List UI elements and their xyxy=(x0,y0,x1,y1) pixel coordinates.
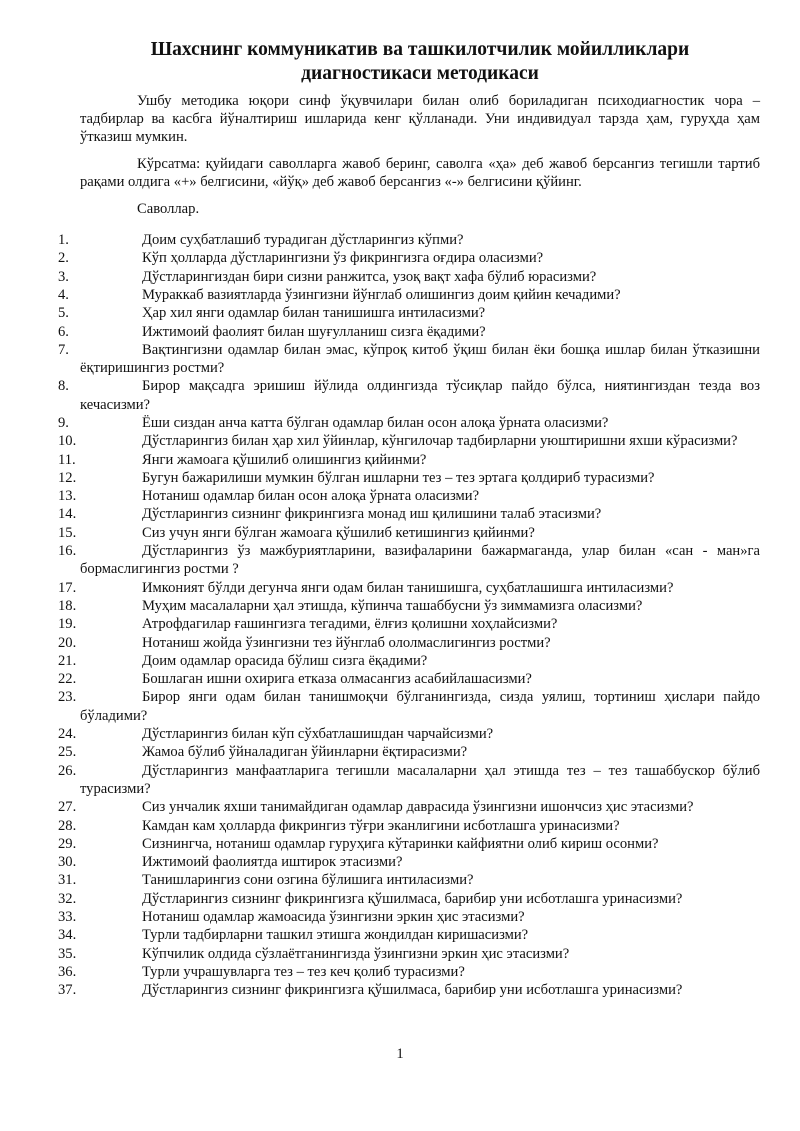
question-text: Дўстларингиз билан кўп сўхбатлашишдан чарчайсизми? xyxy=(142,726,494,743)
question-item xyxy=(58,268,760,286)
questions-heading: Саволлар. xyxy=(137,201,200,218)
question-number: 1. xyxy=(58,232,69,249)
question-item xyxy=(58,469,760,487)
question-number: 24. xyxy=(58,726,77,743)
intro-paragraph: Ушбу методика юқори синф ўқувчилари билан олиб бориладиган психодиагностик чора – тадбирлар ва касбга йўналтириш ишларида кенг қўлланади. Уни индивидуал тарзда ҳам, гуруҳда ҳам ўтказиш мумкин. xyxy=(80,93,760,146)
question-item xyxy=(58,963,760,981)
question-text: Нотаниш одамлар билан осон алоқа ўрната оласизми? xyxy=(142,488,480,505)
question-item xyxy=(58,981,760,999)
question-item xyxy=(58,634,760,652)
question-number: 16. xyxy=(58,543,77,560)
question-item xyxy=(58,615,760,633)
question-item xyxy=(58,890,760,908)
question-number: 25. xyxy=(58,744,77,761)
question-item xyxy=(58,762,760,799)
question-text: Дўстларингиздан бири сизни ранжитса, узоқ вақт хафа бўлиб юрасизми? xyxy=(142,268,597,285)
question-number: 35. xyxy=(58,945,77,962)
question-number: 21. xyxy=(58,652,77,669)
question-item xyxy=(58,304,760,322)
question-number: 10. xyxy=(58,433,77,450)
question-text: Сиз унчалик яхши танимайдиган одамлар даврасида ўзингизни ишончсиз ҳис этасизми? xyxy=(142,799,694,816)
question-number: 31. xyxy=(58,872,77,889)
question-item xyxy=(58,524,760,542)
question-item xyxy=(58,817,760,835)
question-item xyxy=(58,323,760,341)
question-number: 5. xyxy=(58,305,69,322)
question-text: Кўп ҳолларда дўстларингизни ўз фикрингизга оғдира оласизми? xyxy=(142,250,544,267)
question-number: 14. xyxy=(58,506,77,523)
question-item xyxy=(58,414,760,432)
instruction-paragraph: Кўрсатма: қуйидаги саволларга жавоб беринг, саволга «ҳа» деб жавоб берсангиз тегишли тартиб рақами олдига «+» белгисини, «йўқ» деб жавоб берсангиз «-» белгисини қўйинг. xyxy=(80,155,760,190)
question-item xyxy=(58,487,760,505)
question-item xyxy=(58,341,760,378)
question-text: Бирор мақсадга эришиш йўлида олдингизда тўсиқлар пайдо бўлса, ниятингиздан тезда воз кечасизми? xyxy=(80,378,760,413)
question-number: 13. xyxy=(58,488,77,505)
question-item xyxy=(58,231,760,249)
question-text: Нотаниш жойда ўзингизни тез йўнглаб ололмаслигингиз ростми? xyxy=(142,634,551,651)
question-text: Сиз учун янги бўлган жамоага қўшилиб кетишингиз қийинми? xyxy=(142,524,535,541)
question-number: 36. xyxy=(58,963,77,980)
question-number: 34. xyxy=(58,927,77,944)
question-text: Бугун бажарилиши мумкин бўлган ишларни тез – тез эртага қолдириб турасизми? xyxy=(142,469,655,486)
question-number: 37. xyxy=(58,982,77,999)
question-item xyxy=(58,945,760,963)
question-text: Ҳар хил янги одамлар билан танишишга интиласизми? xyxy=(142,305,486,322)
question-text: Нотаниш одамлар жамоасида ўзингизни эркин ҳис этасизми? xyxy=(142,909,525,925)
question-item xyxy=(58,835,760,853)
question-item xyxy=(58,908,760,926)
question-item xyxy=(58,286,760,304)
question-number: 26. xyxy=(58,762,77,779)
question-text: Вақтингизни одамлар билан эмас, кўпроқ китоб ўқиш билан ёки бошқа ишлар билан ўтказишни ёқтиришингиз ростми? xyxy=(80,341,760,377)
question-number: 12. xyxy=(58,469,77,486)
question-text: Кўпчилик олдида сўзлаётганингизда ўзингизни эркин ҳис этасизми? xyxy=(142,945,570,962)
question-number: 22. xyxy=(58,671,77,688)
question-item xyxy=(58,542,760,579)
question-text: Дўстларингиз сизнинг фикрингизга қўшилмаса, барибир уни исботлашга уринасизми? xyxy=(142,890,683,907)
title-line-2: диагностикаси методикаси xyxy=(301,63,539,84)
question-number: 8. xyxy=(58,378,69,395)
question-number: 18. xyxy=(58,597,77,614)
question-number: 29. xyxy=(58,835,77,852)
question-item xyxy=(58,377,760,414)
question-item xyxy=(58,725,760,743)
page-number: 1 xyxy=(396,1046,404,1062)
question-text: Дўстларингиз билан ҳар хил ўйинлар, кўнгилочар тадбирларни уюштиришни яхши кўрасизми? xyxy=(142,433,738,450)
question-item xyxy=(58,871,760,889)
question-text: Атрофдагилар ғашингизга тегадими, ёлғиз қолишни хоҳлайсизми? xyxy=(142,616,558,633)
question-number: 2. xyxy=(58,250,69,267)
question-text: Доим суҳбатлашиб турадиган дўстларингиз кўпми? xyxy=(142,232,464,249)
question-item xyxy=(58,670,760,688)
question-text: Танишларингиз сони озгина бўлишига интиласизми? xyxy=(142,872,474,889)
question-number: 3. xyxy=(58,268,69,285)
question-number: 11. xyxy=(58,451,76,468)
question-number: 28. xyxy=(58,817,77,834)
question-number: 23. xyxy=(58,689,77,706)
question-text: Жамоа бўлиб ўйналадиган ўйинларни ёқтирасизми? xyxy=(142,744,468,761)
question-item xyxy=(58,249,760,267)
question-item xyxy=(58,798,760,816)
question-number: 7. xyxy=(58,341,69,358)
question-text: Дўстларингиз сизнинг фикрингизга қўшилмаса, барибир уни исботлашга уринасизми? xyxy=(142,982,683,999)
question-item xyxy=(58,853,760,871)
question-item xyxy=(58,688,760,725)
question-item xyxy=(58,432,760,450)
question-number: 15. xyxy=(58,524,77,541)
question-text: Камдан кам ҳолларда фикрингиз тўғри эканлигини исботлашга уринасизми? xyxy=(142,817,620,834)
question-item xyxy=(58,505,760,523)
question-text: Янги жамоага қўшилиб олишингиз қийинми? xyxy=(142,451,427,468)
question-text: Бирор янги одам билан танишмоқчи бўлганингизда, сизда уялиш, тортиниш ҳислари пайдо бўладими? xyxy=(80,689,760,724)
question-number: 30. xyxy=(58,854,77,871)
question-number: 20. xyxy=(58,634,77,651)
question-text: Турли тадбирларни ташкил этишга жондилдан киришасизми? xyxy=(142,927,529,944)
question-item xyxy=(58,926,760,944)
title-line-1: Шахснинг коммуникатив ва ташкилотчилик мойилликлари xyxy=(150,39,690,60)
question-text: Дўстларингиз сизнинг фикрингизга монад иш қилишини талаб этасизми? xyxy=(142,506,602,523)
question-text: Ёши сиздан анча катта бўлган одамлар билан осон алоқа ўрната оласизми? xyxy=(142,414,609,431)
question-text: Доим одамлар орасида бўлиш сизга ёқадими? xyxy=(142,652,428,669)
question-number: 32. xyxy=(58,890,77,907)
question-number: 4. xyxy=(58,286,69,303)
question-text: Дўстларингиз ўз мажбуриятларини, вазифаларини бажармаганда, улар билан «сан - ман»га бормаслигингиз ростми ? xyxy=(80,543,760,578)
question-text: Ижтимоий фаолиятда иштирок этасизми? xyxy=(142,854,403,871)
question-text: Турли учрашувларга тез – тез кеч қолиб турасизми? xyxy=(142,963,465,980)
question-number: 17. xyxy=(58,579,77,596)
question-item xyxy=(58,451,760,469)
question-text: Дўстларингиз манфаатларига тегишли масалаларни ҳал этишда тез – тез ташаббускор бўлиб турасизми? xyxy=(80,762,760,797)
question-text: Муҳим масалаларни ҳал этишда, кўпинча ташаббусни ўз зиммамизга оласизми? xyxy=(142,597,643,614)
question-text: Мураккаб вазиятларда ўзингизни йўнглаб олишингиз доим қийин кечадими? xyxy=(142,286,621,303)
question-number: 19. xyxy=(58,616,77,633)
document-title xyxy=(80,38,760,86)
question-number: 6. xyxy=(58,323,69,340)
question-text: Имконият бўлди дегунча янги одам билан танишишга, суҳбатлашишга интиласизми? xyxy=(142,579,674,596)
question-item xyxy=(58,579,760,597)
question-item xyxy=(58,652,760,670)
question-text: Сизнингча, нотаниш одамлар гуруҳига кўтаринки кайфиятни олиб кириш осонми? xyxy=(142,835,659,852)
question-list xyxy=(58,231,760,999)
question-text: Бошлаган ишни охирига етказа олмасангиз асабийлашасизми? xyxy=(142,671,532,688)
question-number: 27. xyxy=(58,799,77,816)
question-item xyxy=(58,597,760,615)
question-number: 33. xyxy=(58,909,77,925)
question-number: 9. xyxy=(58,414,69,431)
question-item xyxy=(58,743,760,761)
question-text: Ижтимоий фаолият билан шуғулланиш сизга ёқадими? xyxy=(142,323,486,340)
